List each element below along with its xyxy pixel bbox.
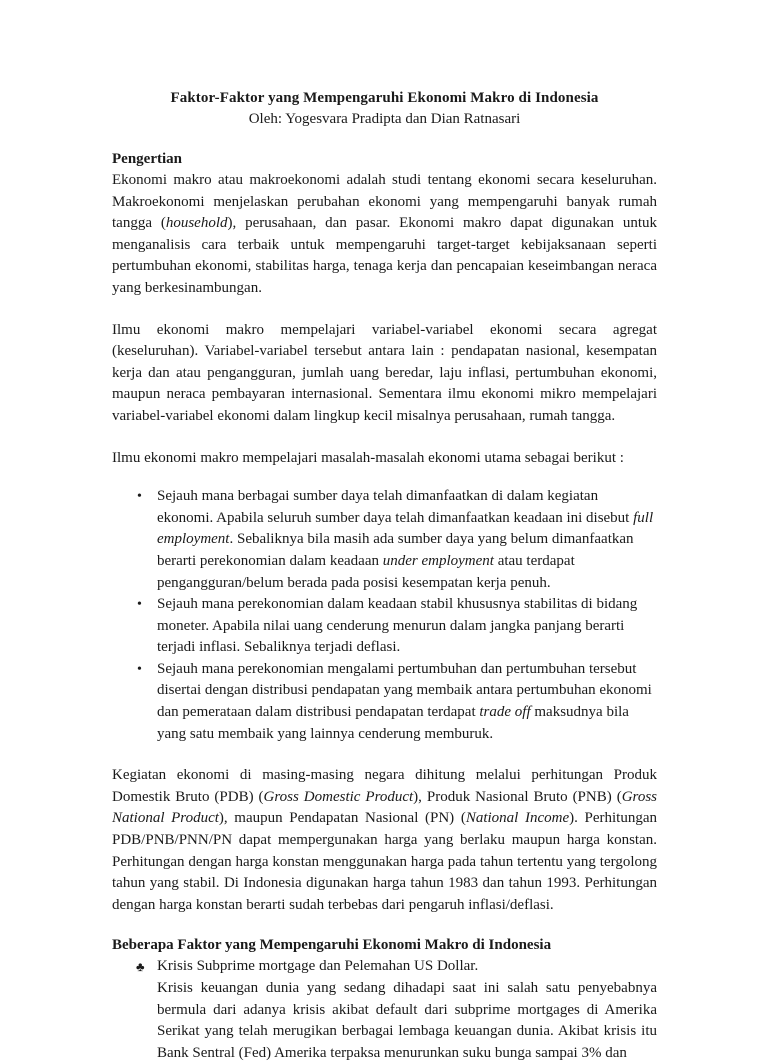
item3-part2: maksudnya bila yang satu membaik yang lainnya cenderung memburuk. xyxy=(157,704,629,742)
paragraph-pengertian-1 xyxy=(112,170,657,300)
beberapa-faktor-list xyxy=(112,956,657,1064)
kegiatan-part1: Kegiatan ekonomi di masing-masing negara dihitung melalui perhitungan Produk Domestik Bruto (PDB) ( xyxy=(112,767,657,805)
section-heading-pengertian: Pengertian xyxy=(112,151,182,167)
bullet-marker-icon: • xyxy=(137,597,142,613)
paragraph-pengertian-3: Ilmu ekonomi makro mempelajari masalah-masalah ekonomi utama sebagai berikut : xyxy=(112,449,624,466)
item1-part1: Sejauh mana berbagai sumber daya telah dimanfaatkan di dalam kegiatan ekonomi. Apabila seluruh sumber daya telah dimanfaatkan keadaan ini disebut xyxy=(157,488,634,526)
kegiatan-italic-gdp: Gross Domestic Product xyxy=(263,788,414,805)
kegiatan-part2: ), Produk Nasional Bruto (PNB) ( xyxy=(413,788,622,805)
bullet-marker-icon: • xyxy=(137,489,142,505)
paragraph-kegiatan-ekonomi xyxy=(112,765,657,916)
list-item xyxy=(112,659,657,745)
para1-part2: ), perusahaan, dan pasar. Ekonomi makro dapat digunakan untuk menganalisis cara terbaik untuk mempengaruhi target-target kebijaksanaan seperti pertumbuhan ekonomi, stabilitas harga, tenaga kerja dan pencapaian keseimbangan neraca yang berkesinambungan. xyxy=(112,215,658,296)
kegiatan-part4: ). Perhitungan PDB/PNB/PNN/PN dapat mempergunakan harga yang berlaku maupun harga konstan. Perhitungan dengan harga konstan menggunakan harga pada tahun tertentu yang tergolong tahun yang stabil. Di Indonesia digunakan harga tahun 1983 dan tahun 1993. Perhitungan dengan harga konstan berarti sudah terbebas dari pengaruh inflasi/deflasi. xyxy=(112,810,657,913)
section-heading-beberapa-faktor: Beberapa Faktor yang Mempengaruhi Ekonomi Makro di Indonesia xyxy=(112,937,552,954)
item1-italic-full-employment: full employment xyxy=(157,509,654,548)
list-item xyxy=(112,956,657,1064)
masalah-ekonomi-list xyxy=(112,486,657,745)
item2-part1: Sejauh mana perekonomian dalam keadaan stabil khususnya stabilitas di bidang moneter. Apabila nilai uang cenderung menurun dalam jangka panjang berarti terjadi inflasi. Sebaliknya terjadi deflasi. xyxy=(157,596,638,656)
bullet-marker-icon: • xyxy=(137,661,142,677)
paragraph-pengertian-2: Ilmu ekonomi makro mempelajari variabel-variabel ekonomi secara agregat (keseluruhan). Variabel-variabel tersebut antara lain : pendapatan nasional, kesempatan kerja dan atau pengangguran, jumlah uang beredar, laju inflasi, pertumbuhan ekonomi, maupun neraca pembayaran internasional. Sementara ilmu ekonomi mikro mempelajari variabel-variabel ekonomi dalam lingkup kecil misalnya perusahaan, rumah tangga. xyxy=(112,321,657,424)
kegiatan-italic-gnp: Gross National Product xyxy=(112,788,657,827)
kegiatan-part3: ), maupun Pendapatan Nasional (PN) ( xyxy=(218,810,466,827)
item1-italic-under-employment: under employment xyxy=(382,552,494,569)
item3-part1: Sejauh mana perekonomian mengalami pertumbuhan dan pertumbuhan tersebut disertai dengan distribusi pendapatan yang membaik antara pertumbuhan ekonomi dan pemerataan dalam distribusi pendapatan terdapat xyxy=(157,660,652,721)
item1-part2: . Sebaliknya bila masih ada sumber daya yang belum dimanfaatkan berarti perekonomian dalam keadaan xyxy=(157,531,634,569)
list-item xyxy=(112,594,657,659)
kegiatan-italic-national-income: National Income xyxy=(465,810,570,827)
item3-italic-trade-off: trade off xyxy=(479,704,531,721)
list-item xyxy=(112,486,657,594)
faktor-item-title: Krisis Subprime mortgage dan Pelemahan US Dollar. xyxy=(157,958,479,975)
para1-italic-household: household xyxy=(165,215,228,232)
club-marker-icon: ♣ xyxy=(136,959,145,975)
document-title: Faktor-Faktor yang Mempengaruhi Ekonomi Makro di Indonesia xyxy=(170,90,599,106)
document-byline: Oleh: Yogesvara Pradipta dan Dian Ratnasari xyxy=(248,111,521,127)
faktor-item-body: Krisis keuangan dunia yang sedang dihadapi saat ini salah satu penyebabnya bermula dari adanya krisis akibat default dari subprime mortgages di Amerika Serikat yang telah merugikan berbagai lembaga keuangan dunia. Akibat krisis itu Bank Sentral (Fed) Amerika terpaksa menurunkan suku bunga sampai 3% dan xyxy=(157,980,657,1061)
item1-part3: atau terdapat pengangguran/belum berada pada posisi kesempatan kerja penuh. xyxy=(157,552,575,591)
para1-part1: Ekonomi makro atau makroekonomi adalah studi tentang ekonomi secara keseluruhan. Makroekonomi menjelaskan perubahan ekonomi yang mempengaruhi banyak rumah tangga ( xyxy=(112,172,657,232)
